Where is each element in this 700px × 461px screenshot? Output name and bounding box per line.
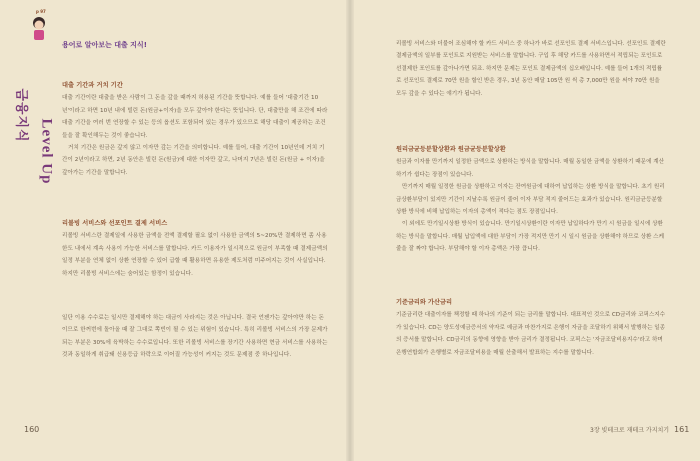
vertical-title-kor: 금융지식 xyxy=(14,88,30,143)
left-section-2 xyxy=(62,218,328,280)
right-section-1 xyxy=(396,144,666,256)
section-title: 대출 기간과 거치 기간 xyxy=(62,82,123,89)
paragraph: 대출 기간이란 대출을 받은 사람이 그 돈을 갚을 때까지 허용된 기간을 뜻합니다. 예를 들어 '대출기간 10년'이라고 하면 10년 내에 빌린 돈(원금+이자)을 모두 갚아야 한다는 뜻입니다. 단, 대출만을 해 조건에 따라 대출 기간을 여러 번 연장할 수 있는 등의 옵션도 포함되어 있는 경우가 있으므로 해당 대출이 제공하는 조건들을 잘 확인해두는 것이 좋습니다. xyxy=(62,95,328,139)
page-number-right: 161 xyxy=(674,425,690,434)
section-title: 기준금리와 가산금리 xyxy=(396,299,452,306)
page-number-left: 160 xyxy=(24,425,40,434)
page-badge: p 97 xyxy=(36,9,46,14)
page-gutter xyxy=(346,0,354,461)
right-intro xyxy=(396,38,666,100)
right-section-2 xyxy=(396,297,666,359)
section-title: 리볼빙 서비스와 선포인트 결제 서비스 xyxy=(62,220,168,227)
character-illustration-icon xyxy=(29,15,49,41)
vertical-section-label xyxy=(14,58,55,218)
left-section-1 xyxy=(62,80,328,179)
paragraph: 리볼빙 서비스란 결제일에 사용한 금액을 전액 결제할 필요 없이 사용한 금액의 5~20%만 결제하면 좀 사용한도 내에서 계속 사용이 가능한 서비스를 말합니다. 카드 이용자가 일시적으로 원금이 부족할 때 결제금액의 일정 부분을 연체 없이 상환 연장할 수 있어 급할 때 활용하면 유용한 제도처럼 미주어지는 것이 사실입니다. 하지만 리볼빙 서비스에는 숨어있는 함정이 있습니다. xyxy=(62,233,328,277)
paragraph: 만기까지 매월 일정한 원금을 상환하고 이자는 잔여원금에 대하여 납입하는 상환 방식을 말합니다. 초기 원리금상환부담이 있지만 기간이 지날수록 원금이 줄어 이자 부담 적지 줄어드는 효과가 있습니다. 원리금균등분할상환 방식에 비해 납입하는 이자의 총액이 적다는 점도 장점입니다. xyxy=(396,184,665,216)
paragraph: 기준금리란 대출이자를 책정할 때 하나의 기준이 되는 금리를 말합니다. 대표적인 것으로 CD금리와 코픽스지수가 있습니다. CD는 양도성예금증서의 약자로 예금과 마찬가지로 은행이 자금을 조달하기 위해서 발행하는 일종의 증서를 말합니다. CD금리의 동향에 영향을 받아 금리가 결정됩니다. 코픽스는 '자금조달비용지수'라고 하며 은행연합회가 은행별로 자금조달비용을 매월 산출해서 발표하는 지수를 말합니다. xyxy=(396,312,666,356)
left-section-2-continued xyxy=(62,312,328,362)
paragraph: 거치 기간은 원금은 갚지 않고 이자만 갚는 기간을 의미합니다. 예를 들어, 대출 기간이 10년인데 거치 기간이 2년이라고 하면, 2년 동안은 빌린 돈(원금)에 대한 이자만 갚고, 나머지 7년은 빌린 돈(원금 + 이자)을 갚아가는 기간을 말합니다. xyxy=(62,145,325,176)
paragraph: 리볼빙 서비스와 더불어 조심해야 할 카드 서비스 중 하나가 바로 선포인트 결제 서비스입니다. 선포인트 결제란 결제금액의 일부를 포인트로 지원받는 서비스를 말합니다. 구입 후 해당 카드를 사용하면서 적립되는 포인트로 선결제한 포인트를 갚아나가면 되죠. 하지만 문제는 포인트 결제금액의 십오배입니다. 예를 들어 1개의 적립률로 선포인트 결제로 70만 원을 할인 받은 경우, 3년 동안 매달 105만 원 씩 총 7,000만 원을 써야 70만 원을 모두 갚을 수 있다는 얘기가 됩니다. xyxy=(396,41,666,97)
vertical-title-level: Level Up xyxy=(38,118,55,185)
page-footer xyxy=(590,425,689,434)
page-heading: 용어로 알아보는 대출 지식! xyxy=(62,41,147,49)
paragraph: 원금과 이자를 만기까지 일정한 금액으로 상환하는 방식을 말합니다. 매월 동일한 금액을 상환하기 때문에 계산하기가 쉽다는 장점이 있습니다. xyxy=(396,159,665,178)
paragraph: 이 외에도 만기일시상환 방식이 있습니다. 만기일시상환이란 이자만 납입하다가 만기 시 원금을 일시에 상환하는 방식을 말합니다. 매월 납입액에 대한 부담이 가장 적지만 만기 시 일시 원금을 상환해야 하므로 상환 스케줄을 잘 짜야 합니다. 부담해야 할 이자 총액은 가장 큽니다. xyxy=(396,221,664,253)
footer-chapter: 3장 빚테크로 재테크 가지치기 xyxy=(590,427,670,434)
section-title: 원리금균등분할상환과 원금균등분할상환 xyxy=(396,146,506,153)
paragraph: 일단 이용 수수료는 일시만 결제해야 하는 대금이 사라지는 것은 아닙니다. 결국 언젠가는 갚아야만 하는 돈이므로 한꺼번에 돌아올 때 잘 그대로 쪽빈이 될 수 있는 위험이 있습니다. 특히 리볼빙 서비스의 가장 문제가 되는 부분은 30%에 육박하는 수수료입니다. 또한 리볼빙 서비스를 장기간 사용하면 현금 서비스를 사용하는 것과 동일하게 취급돼 신용등급 하락으로 이어질 가능성이 커지는 것도 문제점 중 하나입니다. xyxy=(62,315,328,359)
